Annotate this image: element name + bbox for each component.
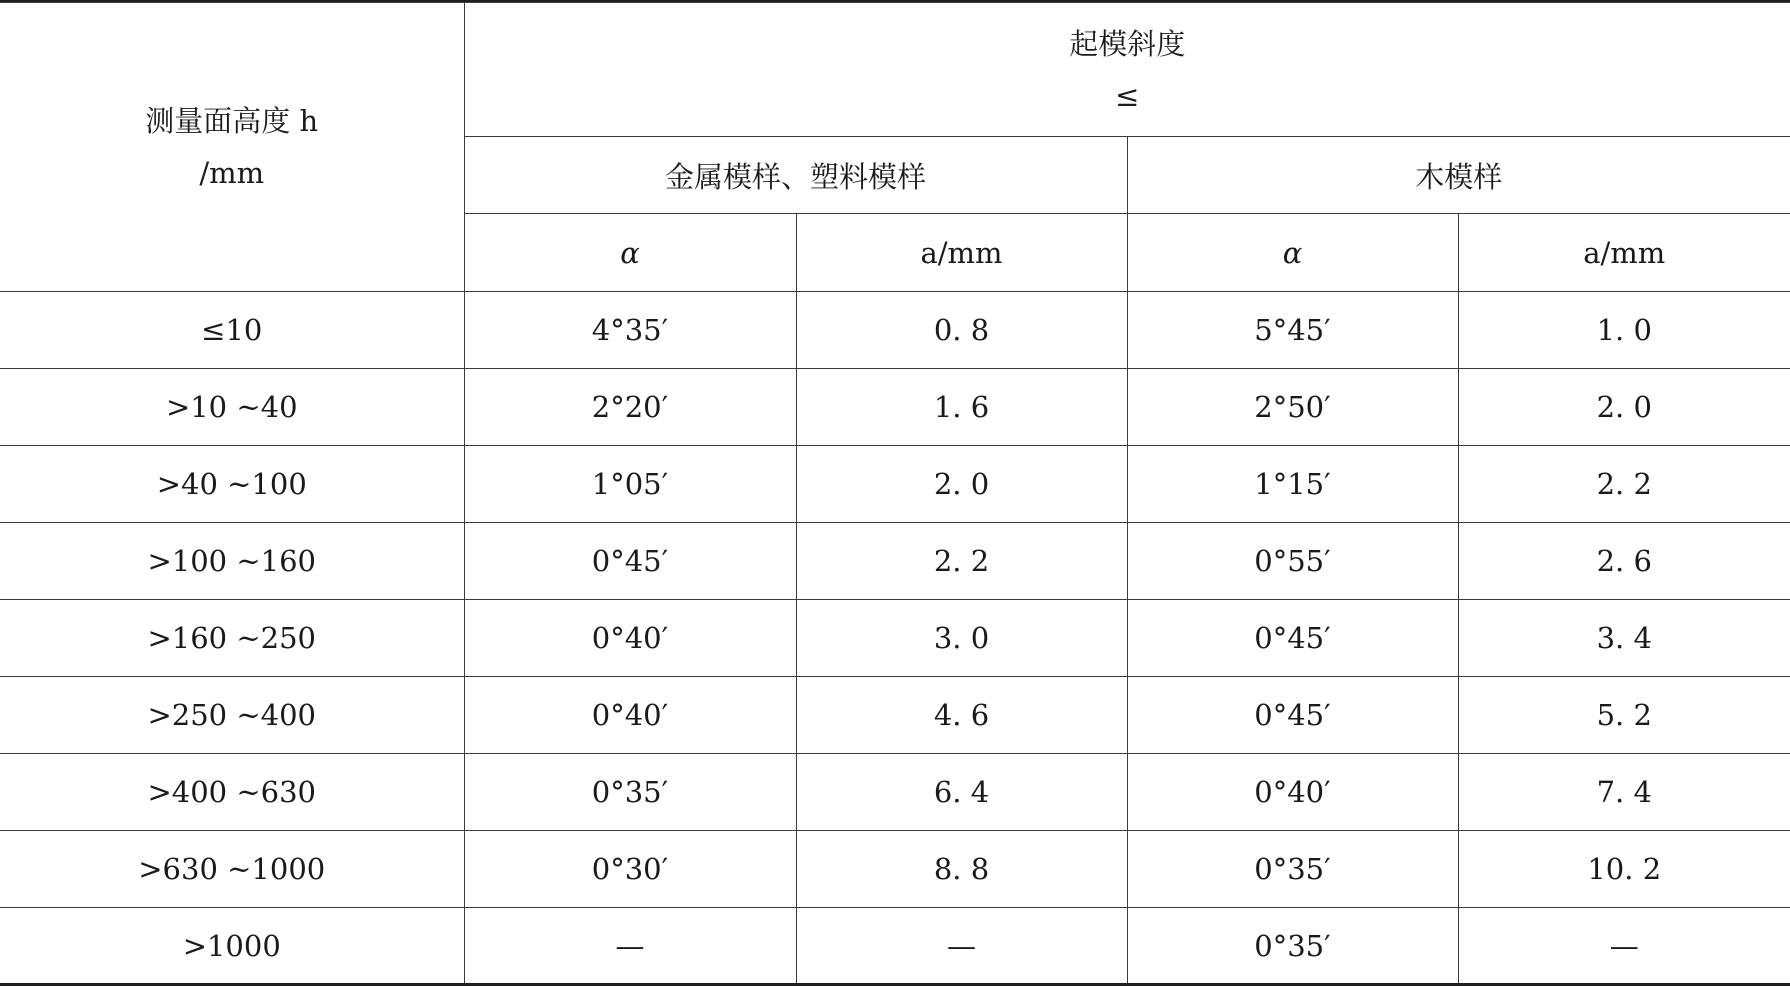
wood-alpha-cell: 0°55′ <box>1127 523 1458 600</box>
metal-a-cell: 8. 8 <box>796 831 1127 908</box>
height-cell: >10 ~40 <box>0 369 464 446</box>
group-wood-header: 木模样 <box>1127 137 1790 214</box>
metal-a-cell: 1. 6 <box>796 369 1127 446</box>
wood-alpha-cell: 0°45′ <box>1127 677 1458 754</box>
height-cell: >1000 <box>0 908 464 985</box>
metal-alpha-cell: 1°05′ <box>464 446 796 523</box>
metal-alpha-cell: 0°40′ <box>464 600 796 677</box>
table-row <box>0 831 1790 908</box>
metal-a-cell: 0. 8 <box>796 292 1127 369</box>
metal-a-cell: 3. 0 <box>796 600 1127 677</box>
metal-alpha-cell: 0°30′ <box>464 831 796 908</box>
wood-a-cell: 5. 2 <box>1458 677 1790 754</box>
metal-a-cell: 2. 0 <box>796 446 1127 523</box>
wood-a-cell: 2. 6 <box>1458 523 1790 600</box>
metal-alpha-cell: 0°40′ <box>464 677 796 754</box>
table-row <box>0 446 1790 523</box>
wood-alpha-cell: 0°45′ <box>1127 600 1458 677</box>
table-row <box>0 523 1790 600</box>
table-row <box>0 369 1790 446</box>
wood-alpha-cell: 0°35′ <box>1127 831 1458 908</box>
height-cell: >40 ~100 <box>0 446 464 523</box>
row-header-unit: /mm <box>199 156 265 190</box>
group-title-symbol: ≤ <box>1115 78 1140 113</box>
sub-header-metal-a: a/mm <box>796 214 1127 292</box>
wood-a-cell: 2. 0 <box>1458 369 1790 446</box>
height-cell: >100 ~160 <box>0 523 464 600</box>
table-bottom-rule <box>0 983 1790 986</box>
table-row <box>0 600 1790 677</box>
wood-a-cell: 3. 4 <box>1458 600 1790 677</box>
wood-alpha-cell: 5°45′ <box>1127 292 1458 369</box>
height-cell: >160 ~250 <box>0 600 464 677</box>
sub-header-wood-a: a/mm <box>1458 214 1790 292</box>
wood-a-cell: — <box>1458 908 1790 985</box>
row-header-title: 测量面高度 h <box>145 104 319 138</box>
height-cell: ≤10 <box>0 292 464 369</box>
wood-alpha-cell: 0°40′ <box>1127 754 1458 831</box>
metal-alpha-cell: 2°20′ <box>464 369 796 446</box>
height-cell: >630 ~1000 <box>0 831 464 908</box>
wood-a-cell: 10. 2 <box>1458 831 1790 908</box>
sub-header-wood-alpha: α <box>1127 214 1458 292</box>
wood-alpha-cell: 0°35′ <box>1127 908 1458 985</box>
sub-header-metal-alpha: α <box>464 214 796 292</box>
metal-a-cell: 2. 2 <box>796 523 1127 600</box>
metal-alpha-cell: 0°45′ <box>464 523 796 600</box>
metal-a-cell: 6. 4 <box>796 754 1127 831</box>
table-row <box>0 754 1790 831</box>
metal-alpha-cell: — <box>464 908 796 985</box>
wood-alpha-cell: 2°50′ <box>1127 369 1458 446</box>
metal-a-cell: — <box>796 908 1127 985</box>
wood-a-cell: 7. 4 <box>1458 754 1790 831</box>
group-metal-header: 金属模样、塑料模样 <box>464 137 1127 214</box>
metal-a-cell: 4. 6 <box>796 677 1127 754</box>
wood-a-cell: 2. 2 <box>1458 446 1790 523</box>
table-row <box>0 908 1790 985</box>
table-row <box>0 292 1790 369</box>
group-title: 起模斜度 <box>1069 26 1186 61</box>
wood-alpha-cell: 1°15′ <box>1127 446 1458 523</box>
draft-angle-table <box>0 2 1790 985</box>
metal-alpha-cell: 0°35′ <box>464 754 796 831</box>
table-row <box>0 677 1790 754</box>
row-header-cell <box>0 3 464 292</box>
metal-alpha-cell: 4°35′ <box>464 292 796 369</box>
group-title-cell <box>464 3 1790 137</box>
height-cell: >400 ~630 <box>0 754 464 831</box>
wood-a-cell: 1. 0 <box>1458 292 1790 369</box>
height-cell: >250 ~400 <box>0 677 464 754</box>
